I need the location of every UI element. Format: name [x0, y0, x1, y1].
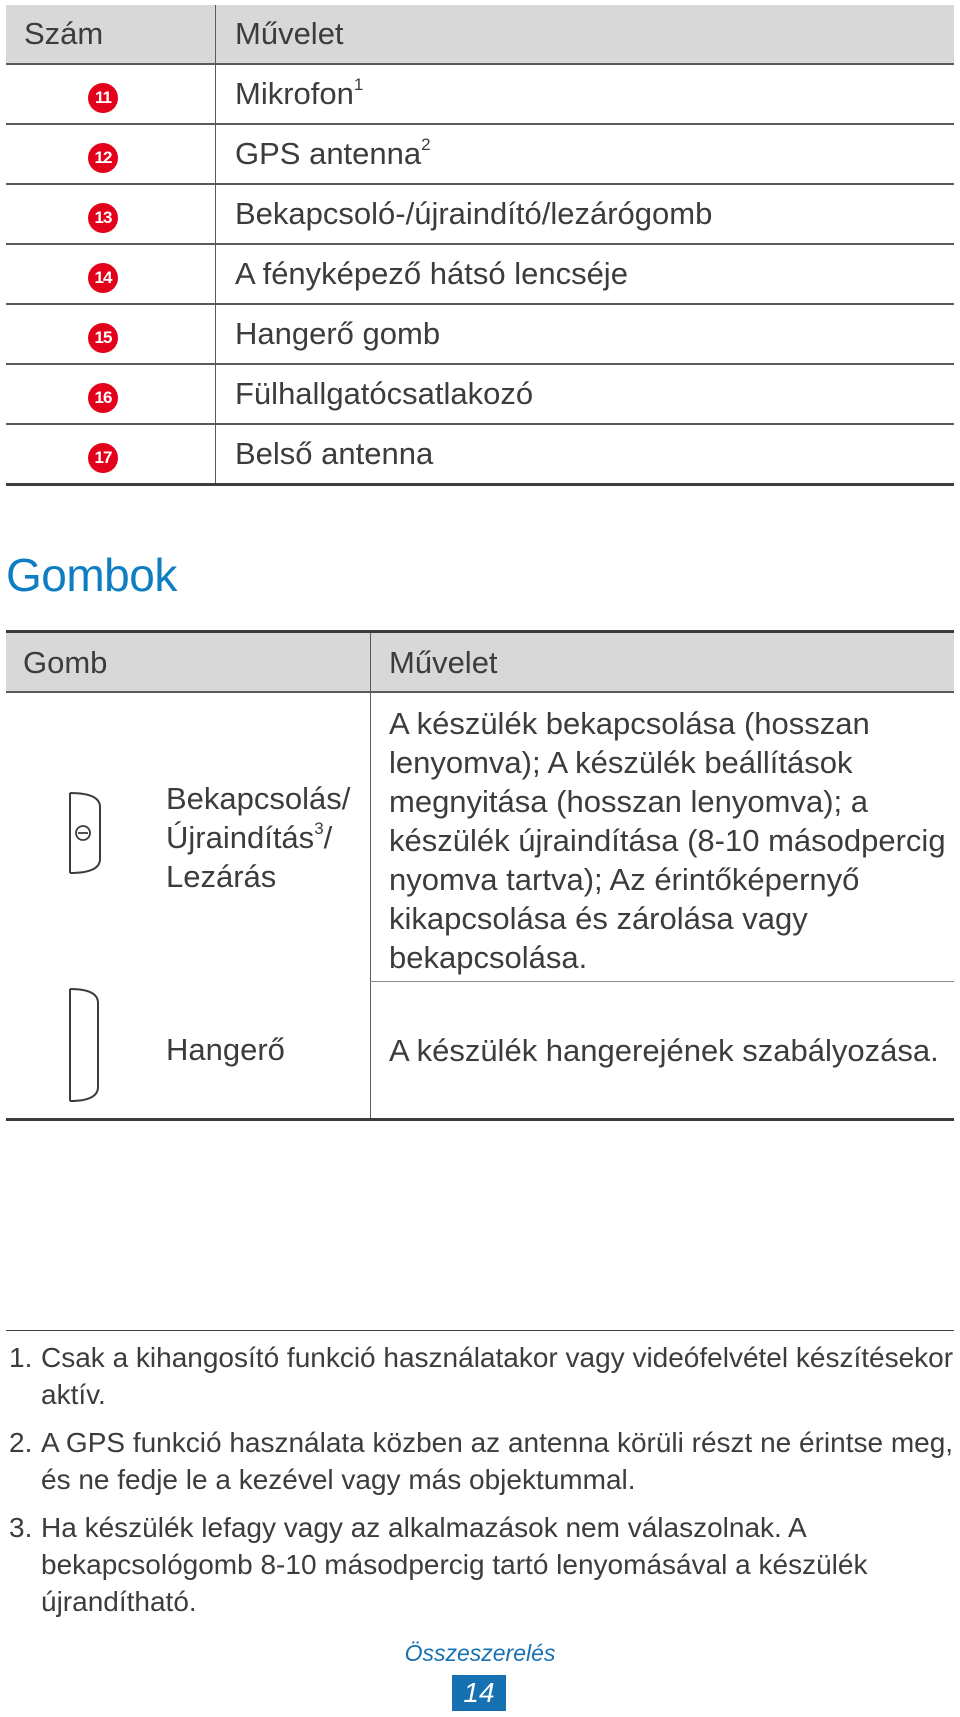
footnote-number: 2. [9, 1427, 33, 1458]
part-label: Hangerő gomb [235, 316, 441, 351]
footnotes [6, 1330, 954, 1631]
table-row [6, 64, 954, 124]
number-badge: 11 [88, 83, 118, 113]
buttons-table [6, 630, 954, 1121]
table-row [6, 364, 954, 424]
footnote [6, 1424, 954, 1498]
num-column-header: Szám [6, 5, 216, 64]
footnote-text: Csak a kihangosító funkció használatakor vagy videófelvétel készítésekor aktív. [41, 1342, 954, 1410]
parts-table-header [6, 5, 954, 64]
number-badge: 12 [88, 143, 118, 173]
number-badge: 13 [88, 203, 118, 233]
table-row [6, 304, 954, 364]
number-badge: 14 [88, 263, 118, 293]
part-label: GPS antenna [235, 136, 422, 171]
part-label: Bekapcsoló-/újraindító/lezárógomb [235, 196, 713, 231]
footnote [6, 1339, 954, 1413]
key-column-header: Gomb [6, 632, 371, 693]
parts-table [6, 5, 954, 486]
number-badge: 16 [88, 383, 118, 413]
part-label: Mikrofon [235, 76, 354, 111]
action-column-header: Művelet [216, 5, 955, 64]
key-name: Hangerő [166, 982, 371, 1120]
table-row [6, 424, 954, 485]
page-number: 14 [452, 1675, 506, 1711]
part-label: A fényképező hátsó lencséje [235, 256, 628, 291]
number-badge: 17 [88, 443, 118, 473]
table-row [6, 124, 954, 184]
key-action: A készülék hangerejének szabályozása. [371, 982, 955, 1120]
number-badge: 15 [88, 323, 118, 353]
footnote-number: 1. [9, 1342, 33, 1373]
part-label: Belső antenna [235, 436, 434, 471]
table-row [6, 982, 954, 1120]
key-name: Bekapcsolás/ Újraindítás$^3$/ Lezárás [166, 780, 351, 894]
footnote-number: 3. [9, 1512, 33, 1543]
key-action: A készülék bekapcsolása (hosszan lenyomva); A készülék beállítások megnyitása (hosszan lenyomva); a készülék újraindítása (8-10 másodpercig nyomva tartva); Az érintőképernyő kikapcsolása és zárolása vagy bekapcsolása. [371, 692, 955, 982]
table-row [6, 244, 954, 304]
footnote-text: A GPS funkció használata közben az antenna körüli részt ne érintse meg, és ne fedje le a kezével vagy más objektummal. [41, 1427, 954, 1495]
footnote-ref: 3 [314, 818, 324, 838]
footnote [6, 1509, 954, 1620]
action-column-header: Művelet [371, 632, 955, 693]
volume-key-icon [66, 987, 106, 1103]
footnote-ref: 2 [421, 135, 431, 154]
table-row [6, 692, 954, 982]
buttons-table-header [6, 632, 954, 693]
table-row [6, 184, 954, 244]
section-title: Gombok [6, 549, 177, 601]
footer-section-label: Összeszerelés [404, 1640, 556, 1666]
power-key-icon [66, 791, 106, 875]
footnote-ref: 1 [353, 75, 364, 94]
footnote-text: Ha készülék lefagy vagy az alkalmazások nem válaszolnak. A bekapcsológomb 8-10 másodpercig tartó lenyomásával a készülék újrandítható. [41, 1512, 868, 1617]
part-label: Fülhallgatócsatlakozó [235, 376, 534, 411]
